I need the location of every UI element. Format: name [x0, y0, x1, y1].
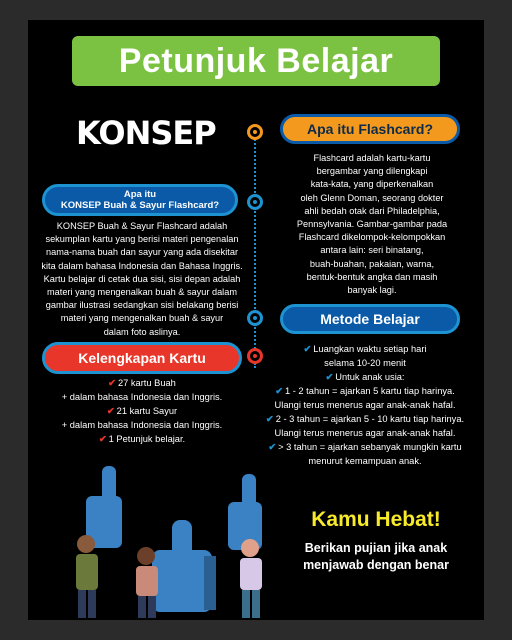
- list-item-text: Luangkan waktu setiap hari: [313, 344, 427, 354]
- kelengkapan-heading: Kelengkapan Kartu: [42, 342, 242, 374]
- thumbs-up-illustration: [52, 456, 282, 620]
- list-item: [250, 384, 480, 398]
- konsep-heading-line2: KONSEP Buah & Sayur Flashcard?: [60, 200, 220, 211]
- checkmark-icon: ✔: [98, 434, 107, 444]
- text-line: kita dalam bahasa Indonesia dan Bahasa Inggris.: [41, 260, 243, 271]
- person-figure: [240, 539, 262, 618]
- text-line: materi yang mengenalkan buah & sayur: [60, 313, 224, 324]
- text-line: antara lain: seri binatang,: [320, 245, 424, 256]
- list-item: [34, 376, 250, 390]
- text-line: dalam foto aslinya.: [103, 326, 181, 337]
- text-line: buah-buahan, pakaian, warna,: [309, 258, 435, 269]
- closing-message: [272, 540, 480, 574]
- list-item-text: selama 10-20 menit: [324, 358, 406, 368]
- checkmark-icon: ✔: [106, 406, 115, 416]
- text-line: bentuk-bentuk angka dan masih: [306, 271, 438, 282]
- list-item: [250, 454, 480, 468]
- text-line: banyak lagi.: [347, 285, 397, 296]
- list-item: [250, 398, 480, 412]
- text-line: oleh Glenn Doman, seorang dokter: [300, 192, 444, 203]
- konsep-description: [36, 220, 248, 339]
- thumbs-up-icon: [152, 520, 216, 612]
- closing-line2: menjawab dengan benar: [303, 558, 449, 572]
- list-item-text: 27 kartu Buah: [117, 378, 176, 388]
- text-line: nama-nama buah dan sayur yang ada disekitar: [45, 247, 239, 258]
- text-line: Flashcard adalah kartu-kartu: [313, 153, 431, 163]
- list-item: [34, 418, 250, 432]
- list-item: [250, 426, 480, 440]
- checkmark-icon: ✔: [303, 344, 312, 354]
- flashcard-heading: Apa itu Flashcard?: [280, 114, 460, 144]
- text-line: kata-kata, yang diperkenalkan: [310, 179, 434, 190]
- checkmark-icon: ✔: [325, 372, 334, 382]
- checkmark-icon: ✔: [268, 442, 277, 452]
- konsep-heading: [42, 184, 238, 216]
- list-item: [250, 370, 480, 384]
- list-item: [34, 404, 250, 418]
- text-line: bergambar yang dilengkapi: [316, 166, 428, 177]
- text-line: KONSEP Buah & Sayur Flashcard adalah: [56, 221, 228, 231]
- list-item: [34, 432, 250, 446]
- list-item-text: 1 Petunjuk belajar.: [108, 434, 186, 444]
- page-title: Petunjuk Belajar: [72, 36, 440, 86]
- list-item-text: 1 - 2 tahun = ajarkan 5 kartu tiap harinya.: [285, 386, 455, 396]
- list-item: [250, 440, 480, 454]
- text-line: ahli bedah otak dari Philadelphia,: [304, 205, 440, 216]
- konsep-heading-line1: Apa itu: [123, 189, 157, 200]
- text-line: Flashcard dikelompok-kelompokkan: [298, 232, 446, 243]
- timeline-line: [254, 128, 256, 368]
- checkmark-icon: ✔: [108, 378, 116, 388]
- list-item-text: Untuk anak usia:: [335, 372, 405, 382]
- konsep-logo: KONSEP: [76, 114, 216, 152]
- list-item-text: 21 kartu Sayur: [116, 406, 178, 416]
- text-line: gambar ilustrasi sedangkan sisi belakang berisi: [45, 300, 239, 311]
- list-item-text: > 3 tahun = ajarkan sebanyak mungkin kartu: [278, 442, 462, 452]
- list-item-text: menurut kemampuan anak.: [308, 456, 422, 466]
- list-item-text: Ulangi terus menerus agar anak-anak hafal.: [274, 400, 456, 410]
- flashcard-description: [274, 152, 470, 297]
- timeline-dot-flashcard: [247, 124, 263, 140]
- text-line: Pennsylvania. Gambar-gambar pada: [296, 219, 448, 230]
- checkmark-icon: ✔: [275, 386, 283, 396]
- poster: [28, 20, 484, 620]
- timeline-dot-metode: [247, 310, 263, 326]
- list-item-text: 2 - 3 tahun = ajarkan 5 - 10 kartu tiap harinya.: [275, 414, 465, 424]
- closing-line1: Berikan pujian jika anak: [304, 541, 448, 555]
- closing-headline: Kamu Hebat!: [311, 508, 441, 531]
- list-item: [250, 342, 480, 356]
- person-figure: [136, 547, 158, 618]
- text-line: sekumplan kartu yang berisi materi pengenalan: [45, 234, 239, 245]
- text-line: Kartu belajar di cetak dua sisi, sisi depan adalah: [43, 273, 241, 284]
- list-item: [250, 356, 480, 370]
- list-item-text: Ulangi terus menerus agar anak-anak hafal.: [274, 428, 456, 438]
- metode-list: [250, 342, 480, 468]
- kelengkapan-list: [34, 376, 250, 446]
- list-item: [250, 412, 480, 426]
- timeline-dot-konsep: [247, 194, 263, 210]
- checkmark-icon: ✔: [265, 414, 274, 424]
- metode-heading: Metode Belajar: [280, 304, 460, 334]
- list-item: [34, 390, 250, 404]
- text-line: materi yang mengenalkan buah & sayur dalam: [47, 287, 237, 298]
- list-item-text: + dalam bahasa Indonesia dan Inggris.: [61, 392, 223, 402]
- list-item-text: + dalam bahasa Indonesia dan Inggris.: [61, 420, 223, 430]
